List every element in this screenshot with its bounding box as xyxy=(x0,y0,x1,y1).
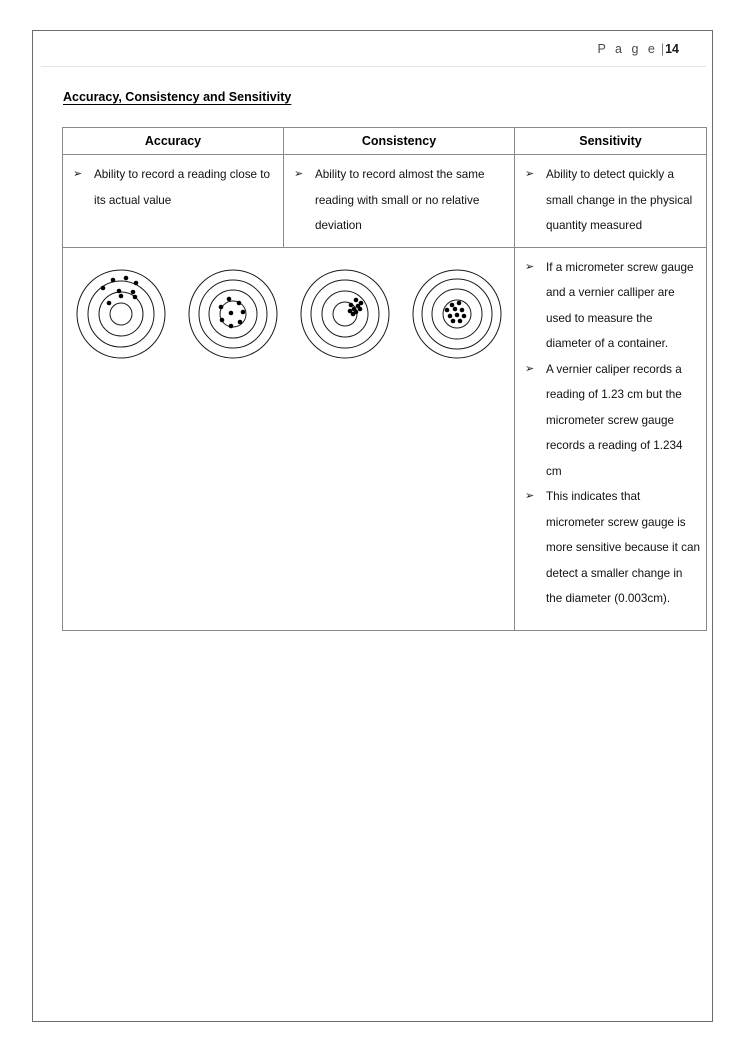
target-ring xyxy=(301,270,389,358)
target-data-point xyxy=(462,313,467,318)
list-item-text: If a micrometer screw gauge and a vernier calliper are used to measure the diameter of a container. xyxy=(546,260,694,350)
list-item-text: Ability to record almost the same reading with small or no relative deviation xyxy=(315,168,485,232)
arrow-bullet-icon: ➢ xyxy=(525,168,535,180)
target-data-point xyxy=(111,277,116,282)
list-item xyxy=(69,162,277,213)
target-data-point xyxy=(107,300,112,305)
target-data-point xyxy=(445,307,450,312)
header-divider xyxy=(41,66,706,67)
column-header-consistency: Consistency xyxy=(284,128,515,155)
target-data-point xyxy=(351,311,356,316)
target-data-point xyxy=(101,285,106,290)
column-header-accuracy: Accuracy xyxy=(63,128,284,155)
list-item xyxy=(521,255,700,357)
target-data-point xyxy=(458,318,463,323)
target-data-point xyxy=(229,323,234,328)
target-diagrams-group xyxy=(63,248,514,630)
accuracy-consistency-sensitivity-table xyxy=(62,127,707,631)
arrow-bullet-icon: ➢ xyxy=(73,168,83,180)
sensitivity-example-list xyxy=(521,255,700,612)
cell-target-diagrams xyxy=(63,247,515,630)
target-data-point xyxy=(451,318,456,323)
page-header-label: P a g e xyxy=(597,42,658,56)
target-accurate-and-consistent xyxy=(409,266,505,362)
target-data-point xyxy=(349,302,354,307)
page-sheet xyxy=(32,30,713,1022)
page-number: 14 xyxy=(665,42,679,56)
list-item xyxy=(521,162,700,239)
cell-consistency-definition xyxy=(284,155,515,248)
definition-row xyxy=(63,155,707,248)
target-data-point xyxy=(119,293,124,298)
page-header-separator: | xyxy=(660,42,665,56)
target-data-point xyxy=(455,312,460,317)
target-data-point xyxy=(117,288,122,293)
target-data-point xyxy=(133,294,138,299)
arrow-bullet-icon: ➢ xyxy=(525,260,535,273)
diagram-row xyxy=(63,247,707,630)
target-ring xyxy=(311,280,379,348)
target-data-point xyxy=(453,306,458,311)
target-data-point xyxy=(238,319,243,324)
page-title: Accuracy, Consistency and Sensitivity xyxy=(63,90,292,104)
table-header-row xyxy=(63,128,707,155)
arrow-bullet-icon: ➢ xyxy=(294,168,304,180)
target-ring xyxy=(77,270,165,358)
target-accurate-not-consistent xyxy=(185,266,281,362)
target-consistent-not-accurate xyxy=(297,266,393,362)
target-data-point xyxy=(219,304,224,309)
target-data-point xyxy=(448,313,453,318)
target-ring xyxy=(322,291,368,337)
target-data-point xyxy=(241,309,246,314)
list-item xyxy=(290,162,508,239)
list-item-text: This indicates that micrometer screw gauge is more sensitive because it can detect a smaller change in the diameter (0.003cm). xyxy=(546,490,700,605)
target-data-point xyxy=(354,297,359,302)
cell-sensitivity-example xyxy=(515,247,707,630)
list-item-text: Ability to record a reading close to its actual value xyxy=(94,168,271,207)
target-data-point xyxy=(124,275,129,280)
cell-sensitivity-definition xyxy=(515,155,707,248)
target-data-point xyxy=(450,302,455,307)
target-not-accurate-not-consistent xyxy=(73,266,169,362)
target-data-point xyxy=(131,289,136,294)
target-data-point xyxy=(134,280,139,285)
cell-accuracy-definition xyxy=(63,155,284,248)
target-data-point xyxy=(237,300,242,305)
page-header xyxy=(33,42,712,56)
target-ring xyxy=(110,303,132,325)
list-item xyxy=(521,484,700,612)
target-data-point xyxy=(220,317,225,322)
arrow-bullet-icon: ➢ xyxy=(525,490,535,502)
target-data-point xyxy=(227,296,232,301)
list-item-text: A vernier caliper records a reading of 1.23 cm but the micrometer screw gauge records a reading of 1.234 cm xyxy=(546,362,683,478)
arrow-bullet-icon: ➢ xyxy=(525,362,535,375)
list-item xyxy=(521,357,700,485)
target-data-point xyxy=(358,306,363,311)
column-header-sensitivity: Sensitivity xyxy=(515,128,707,155)
target-data-point xyxy=(229,310,234,315)
target-data-point xyxy=(457,300,462,305)
list-item-text: Ability to detect quickly a small change in the physical quantity measured xyxy=(546,168,693,232)
target-data-point xyxy=(460,307,465,312)
